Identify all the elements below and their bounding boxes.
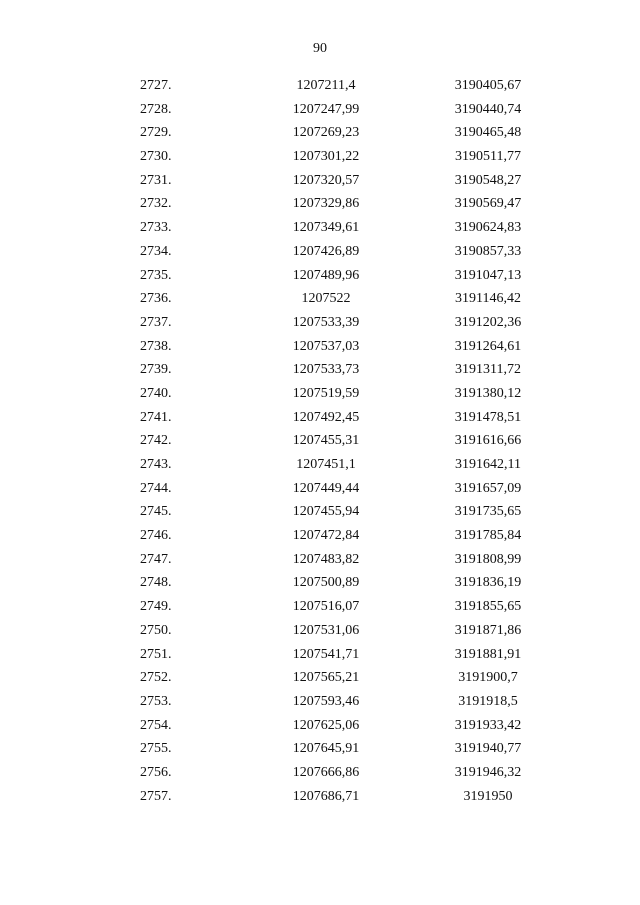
y-coordinate-cell: 3190440,74	[454, 101, 522, 117]
table-row	[0, 548, 640, 572]
y-coordinate-cell: 3191940,77	[454, 741, 522, 757]
x-coordinate-cell: 1207489,96	[292, 267, 360, 283]
table-row	[0, 74, 640, 98]
y-coordinate-cell: 3190405,67	[454, 78, 522, 93]
y-coordinate-cell: 3191202,36	[454, 314, 522, 330]
table-row	[0, 500, 640, 524]
y-coordinate-cell: 3191836,19	[454, 575, 522, 591]
x-coordinate-cell: 1207533,39	[292, 314, 360, 330]
y-coordinate-cell: 3190624,83	[454, 220, 522, 236]
x-coordinate-cell: 1207645,91	[292, 741, 360, 757]
x-coordinate-cell: 1207301,22	[292, 149, 360, 165]
point-number-cell: 2743.	[140, 457, 172, 472]
table-row	[0, 406, 640, 430]
table-row	[0, 429, 640, 453]
point-number-cell: 2757.	[140, 788, 172, 804]
point-number-cell: 2736.	[140, 291, 172, 307]
table-row	[0, 311, 640, 335]
y-coordinate-cell: 3191946,32	[454, 764, 522, 780]
y-coordinate-cell: 3190857,33	[454, 243, 522, 259]
table-row	[0, 643, 640, 667]
x-coordinate-cell: 1207269,23	[292, 125, 360, 141]
point-number-cell: 2728.	[140, 101, 172, 117]
table-row	[0, 477, 640, 501]
table-row	[0, 98, 640, 122]
point-number-cell: 2747.	[140, 551, 172, 567]
x-coordinate-cell: 1207492,45	[292, 409, 360, 425]
table-row	[0, 121, 640, 145]
point-number-cell: 2750.	[140, 622, 172, 638]
x-coordinate-cell: 1207472,84	[292, 528, 360, 544]
y-coordinate-cell: 3191918,5	[458, 693, 518, 709]
point-number-cell: 2751.	[140, 646, 172, 662]
x-coordinate-cell: 1207565,21	[292, 670, 360, 686]
point-number-cell: 2730.	[140, 149, 172, 165]
y-coordinate-cell: 3191933,42	[454, 717, 522, 733]
x-coordinate-cell: 1207451,1	[296, 457, 356, 472]
point-number-cell: 2731.	[140, 172, 172, 188]
x-coordinate-cell: 1207531,06	[292, 622, 360, 638]
point-number-cell: 2737.	[140, 314, 172, 330]
y-coordinate-cell: 3191881,91	[454, 646, 522, 662]
y-coordinate-cell: 3191735,65	[454, 504, 522, 520]
table-row	[0, 453, 640, 477]
x-coordinate-cell: 1207516,07	[292, 599, 360, 615]
point-number-cell: 2732.	[140, 196, 172, 212]
table-row	[0, 382, 640, 406]
page-number: 90	[313, 41, 327, 56]
point-number-cell: 2754.	[140, 717, 172, 733]
table-row	[0, 264, 640, 288]
table-row	[0, 358, 640, 382]
x-coordinate-cell: 1207349,61	[292, 220, 360, 236]
y-coordinate-cell: 3190511,77	[455, 149, 521, 165]
point-number-cell: 2741.	[140, 409, 172, 425]
point-number-cell: 2756.	[140, 764, 172, 780]
x-coordinate-cell: 1207519,59	[292, 385, 360, 401]
table-row	[0, 690, 640, 714]
y-coordinate-cell: 3191642,11	[455, 457, 521, 472]
point-number-cell: 2740.	[140, 385, 172, 401]
x-coordinate-cell: 1207500,89	[292, 575, 360, 591]
table-row	[0, 737, 640, 761]
y-coordinate-cell: 3190569,47	[454, 196, 522, 212]
y-coordinate-cell: 3190548,27	[454, 172, 522, 188]
y-coordinate-cell: 3191808,99	[454, 551, 522, 567]
y-coordinate-cell: 3191871,86	[454, 622, 522, 638]
y-coordinate-cell: 3191657,09	[454, 480, 522, 496]
table-row	[0, 216, 640, 240]
point-number-cell: 2729.	[140, 125, 172, 141]
x-coordinate-cell: 1207537,03	[292, 338, 360, 354]
point-number-cell: 2745.	[140, 504, 172, 520]
point-number-cell: 2744.	[140, 480, 172, 496]
y-coordinate-cell: 3191950	[463, 788, 513, 804]
table-row	[0, 169, 640, 193]
table-row	[0, 666, 640, 690]
y-coordinate-cell: 3191264,61	[454, 338, 522, 354]
y-coordinate-cell: 3191478,51	[454, 409, 522, 425]
x-coordinate-cell: 1207455,94	[292, 504, 360, 520]
y-coordinate-cell: 3191785,84	[454, 528, 522, 544]
point-number-cell: 2735.	[140, 267, 172, 283]
x-coordinate-cell: 1207449,44	[292, 480, 360, 496]
table-row	[0, 595, 640, 619]
x-coordinate-cell: 1207666,86	[292, 764, 360, 780]
y-coordinate-cell: 3191146,42	[455, 291, 521, 307]
table-row	[0, 761, 640, 785]
x-coordinate-cell: 1207686,71	[292, 788, 360, 804]
table-row	[0, 619, 640, 643]
y-coordinate-cell: 3191380,12	[454, 385, 522, 401]
x-coordinate-cell: 1207426,89	[292, 243, 360, 259]
coordinates-table	[0, 74, 640, 808]
y-coordinate-cell: 3191855,65	[454, 599, 522, 615]
y-coordinate-cell: 3191047,13	[454, 267, 522, 283]
table-row	[0, 785, 640, 809]
x-coordinate-cell: 1207455,31	[292, 433, 360, 449]
table-row	[0, 287, 640, 311]
point-number-cell: 2727.	[140, 78, 172, 93]
point-number-cell: 2748.	[140, 575, 172, 591]
y-coordinate-cell: 3191900,7	[458, 670, 518, 686]
x-coordinate-cell: 1207522	[301, 291, 351, 307]
x-coordinate-cell: 1207329,86	[292, 196, 360, 212]
point-number-cell: 2752.	[140, 670, 172, 686]
point-number-cell: 2746.	[140, 528, 172, 544]
x-coordinate-cell: 1207533,73	[292, 362, 360, 378]
x-coordinate-cell: 1207483,82	[292, 551, 360, 567]
x-coordinate-cell: 1207593,46	[292, 693, 360, 709]
table-row	[0, 145, 640, 169]
table-row	[0, 524, 640, 548]
point-number-cell: 2738.	[140, 338, 172, 354]
x-coordinate-cell: 1207541,71	[292, 646, 360, 662]
y-coordinate-cell: 3191616,66	[454, 433, 522, 449]
point-number-cell: 2755.	[140, 741, 172, 757]
table-row	[0, 335, 640, 359]
point-number-cell: 2753.	[140, 693, 172, 709]
y-coordinate-cell: 3190465,48	[454, 125, 522, 141]
x-coordinate-cell: 1207247,99	[292, 101, 360, 117]
x-coordinate-cell: 1207625,06	[292, 717, 360, 733]
x-coordinate-cell: 1207320,57	[292, 172, 360, 188]
x-coordinate-cell: 1207211,4	[296, 78, 356, 93]
table-row	[0, 240, 640, 264]
point-number-cell: 2739.	[140, 362, 172, 378]
table-row	[0, 192, 640, 216]
point-number-cell: 2749.	[140, 599, 172, 615]
point-number-cell: 2733.	[140, 220, 172, 236]
point-number-cell: 2742.	[140, 433, 172, 449]
table-row	[0, 714, 640, 738]
table-row	[0, 571, 640, 595]
point-number-cell: 2734.	[140, 243, 172, 259]
y-coordinate-cell: 3191311,72	[455, 362, 521, 378]
